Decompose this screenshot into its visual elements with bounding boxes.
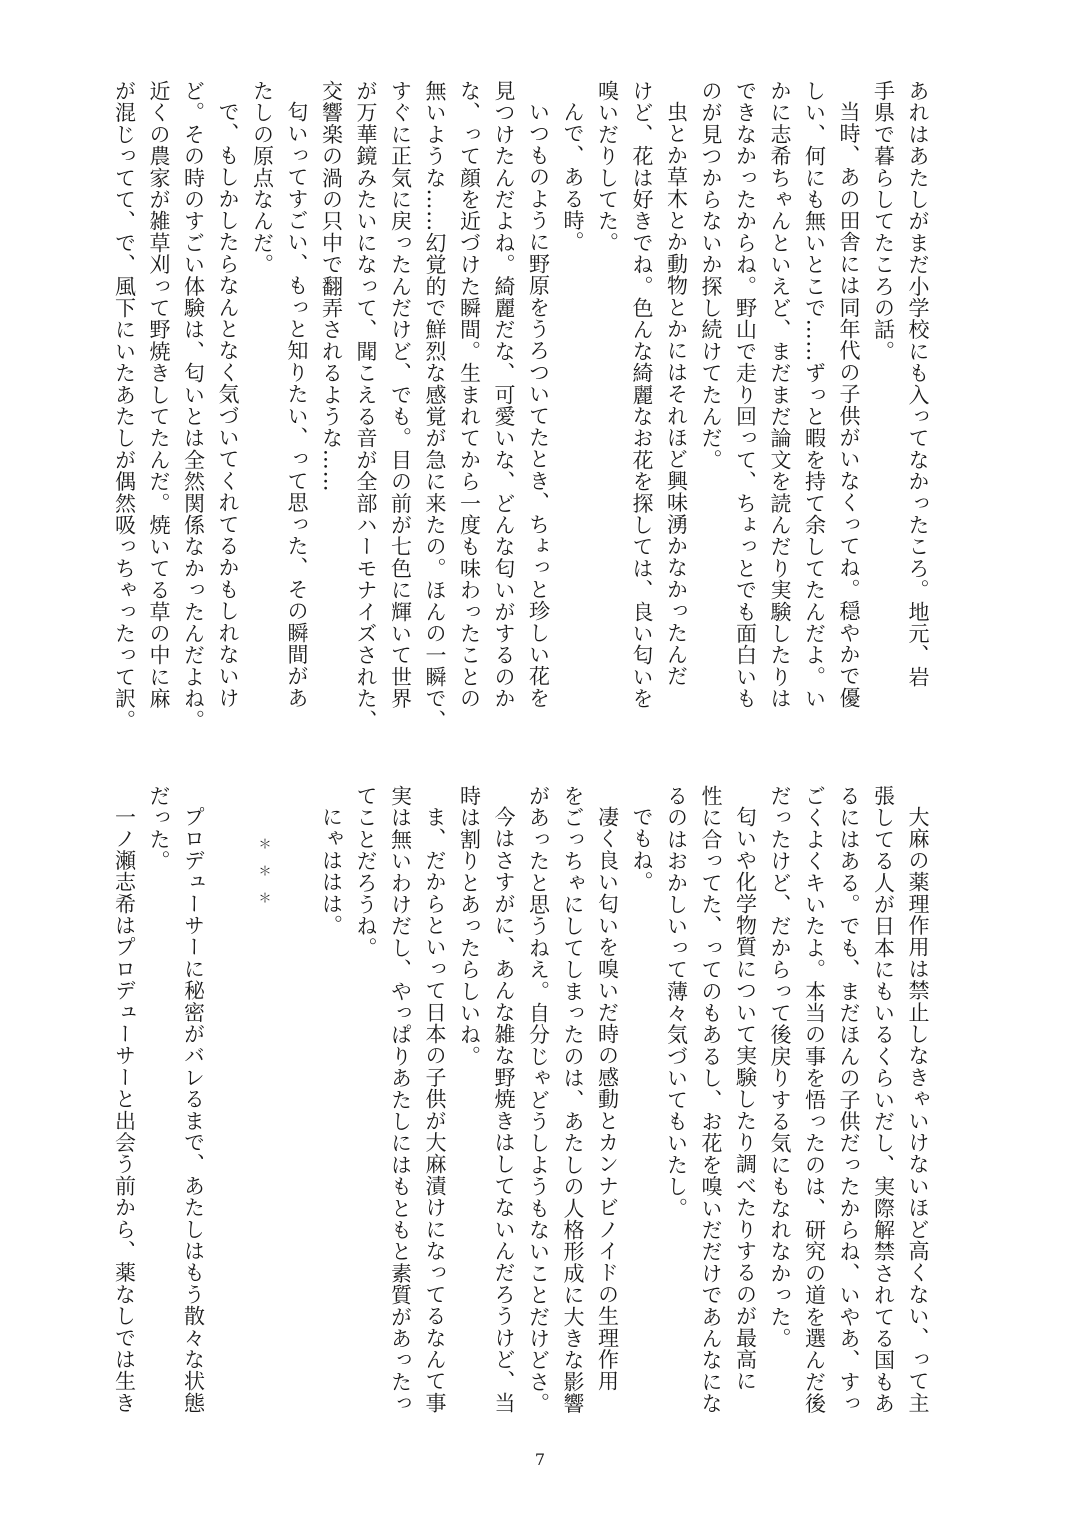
text-line: ま、だからといって日本の子供が大麻漬けになってるなんて事	[423, 806, 447, 1414]
text-line: 見つけたんだよね。綺麗だな、可愛いな、どんな匂いがするのか	[492, 80, 516, 710]
upper-text-block	[107, 80, 935, 731]
text-line: けど、花は好きでね。色んな綺麗なお花を探しては、良い匂いを	[630, 80, 654, 710]
text-line: 匂いってすごい、もっと知りたい、って思った、その瞬間があ	[285, 101, 309, 709]
text-line: だった。	[147, 785, 171, 872]
text-line: にゃははは。	[319, 806, 344, 937]
blank-line	[211, 785, 246, 1420]
text-line: 無いような……幻覚的で鮮烈な感覚が急に来たの。ほんの一瞬で、	[423, 80, 447, 731]
text-line: をごっちゃにしてしまったのは、あたしの人格形成に大きな影響	[561, 785, 585, 1415]
text-line: 性に合ってた、ってのもあるし、お花を嗅いだだけであんなにな	[699, 785, 723, 1415]
text-line: 時は割りとあったらしいね。	[457, 785, 482, 1068]
text-line: るにはある。でも、まだほんの子供だったからね、いやあ、すっ	[837, 785, 861, 1415]
blank-line	[280, 785, 315, 1420]
text-line: 手県で暮らしてたころの話。	[871, 80, 896, 363]
page-number: 7	[534, 1450, 546, 1469]
text-line: な、って顔を近づけた瞬間。生まれてから一度も味わったことの	[457, 80, 482, 710]
text-line: かに志希ちゃんといえど、まだまだ論文を読んだり実験したりは	[768, 80, 792, 710]
text-line: るのはおかしいって薄々気づいてもいたし。	[664, 785, 689, 1219]
text-line: のが見つからないか探し続けてたんだ。	[699, 80, 723, 471]
text-line: で、もしかしたらなんとなく気づいてくれてるかもしれないけ	[216, 101, 240, 709]
text-line: てことだろうね。	[354, 785, 378, 959]
text-line: いつものように野原をうろついてたとき、ちょっと珍しい花を	[526, 101, 551, 709]
text-line: 近くの農家が雑草刈って野焼きしてたんだ。焼いてる草の中に麻	[147, 80, 171, 710]
text-line: すぐに正気に戻ったんだけど、でも。目の前が七色に輝いて世界	[388, 80, 413, 710]
text-line: があったと思うねえ。自分じゃどうしようもないことだけどさ。	[526, 785, 551, 1415]
section-separator: ＊＊＊	[255, 837, 271, 918]
text-line: しい、何にも無いとこで……ずっと暇を持て余してたんだよ。い	[802, 80, 827, 710]
text-line: 交響楽の渦の只中で翻弄されるような……	[319, 80, 344, 493]
text-line: 虫とか草木とか動物とかにはそれほど興味湧かなかったんだ	[664, 101, 689, 687]
text-line: 今はさすがに、あんな雑な野焼きはしてないんだろうけど、当	[492, 806, 516, 1414]
text-line: ごくよくキいたよ。本当の事を悟ったのは、研究の道を選んだ後	[802, 785, 827, 1415]
text-line: ど。その時のすごい体験は、匂いとは全然関係なかったんだよね。	[181, 80, 206, 731]
text-line: が万華鏡みたいになって、聞こえる音が全部ハーモナイズされた、	[354, 80, 378, 731]
text-line: 実は無いわけだし、やっぱりあたしにはもともと素質があったっ	[388, 785, 413, 1415]
text-line: 張してる人が日本にもいるくらいだし、実際解禁されてる国もあ	[871, 785, 896, 1415]
text-line: あれはあたしがまだ小学校にも入ってなかったころ。地元、岩	[906, 80, 930, 688]
text-line: 一ノ瀬志希はプロデューサーと出会う前から、薬なしでは生き	[112, 806, 137, 1414]
lower-text-block	[107, 785, 935, 1420]
text-line: だったけど、だからって後戻りする気にもなれなかった。	[768, 785, 792, 1350]
text-line: でもね。	[630, 806, 654, 893]
text-line: 当時、あの田舎には同年代の子供がいなくってね。穏やかで優	[837, 101, 861, 709]
text-line: 大麻の薬理作用は禁止しなきゃいけないほど高くない、って主	[906, 806, 930, 1414]
text-line: が混じってて、で、風下にいたあたしが偶然吸っちゃったって訳。	[112, 80, 137, 731]
text-line: 嗅いだりしてた。	[595, 80, 620, 254]
text-line: んで、ある時。	[561, 101, 585, 253]
text-line: できなかったからね。野山で走り回って、ちょっとでも面白いも	[733, 80, 758, 710]
text-line: 匂いや化学物質について実験したり調べたりするのが最高に	[733, 806, 758, 1392]
text-line: 凄く良い匂いを嗅いだ時の感動とカンナビノイドの生理作用	[595, 806, 620, 1392]
text-line: たしの原点なんだ。	[250, 80, 275, 276]
text-line: プロデューサーに秘密がバレるまで、あたしはもう散々な状態	[181, 806, 206, 1414]
